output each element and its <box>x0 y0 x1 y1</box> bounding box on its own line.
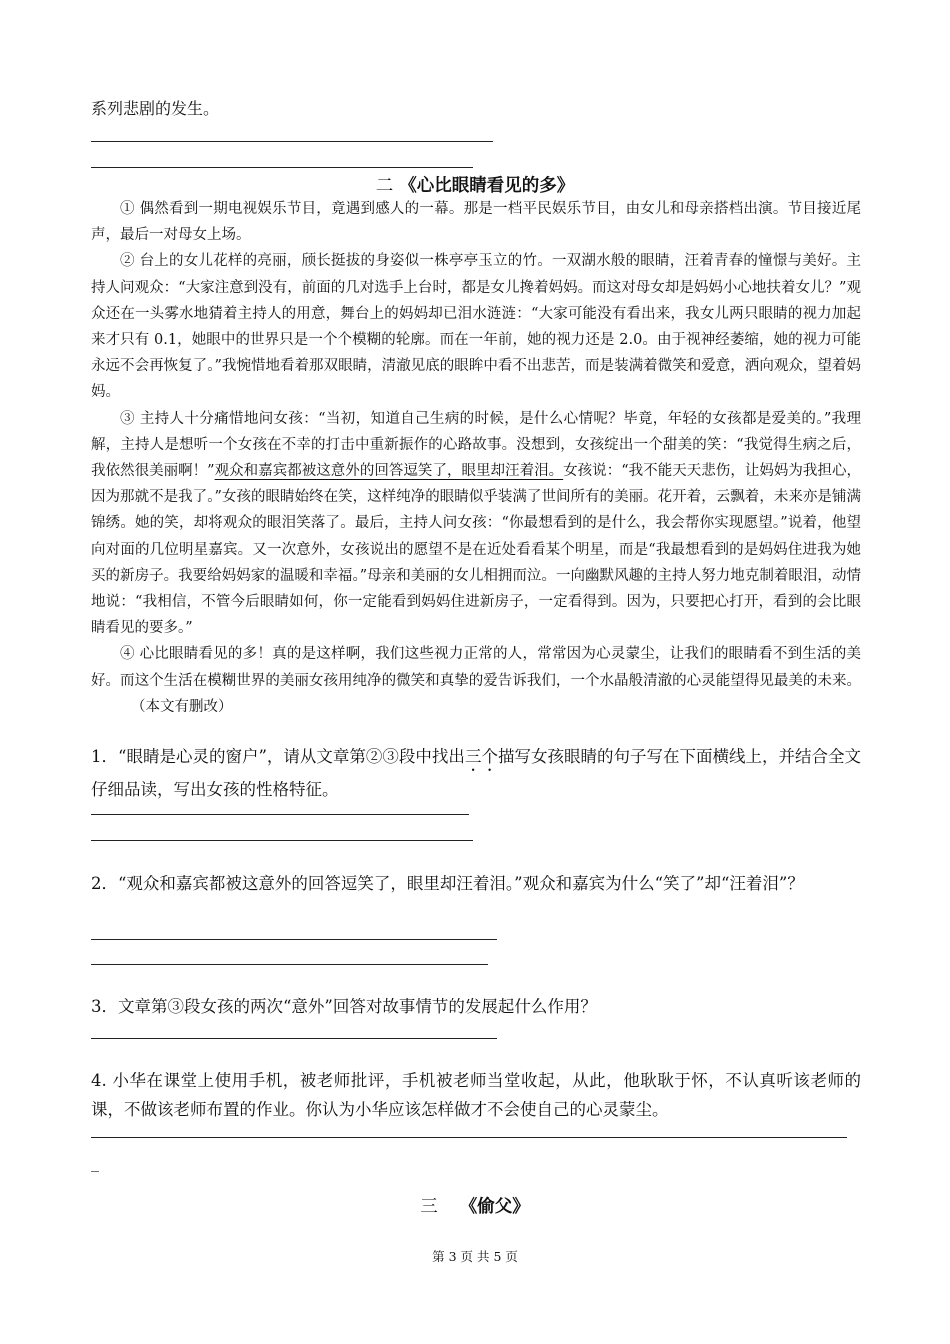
intro-tail-text: 系列悲剧的发生。 <box>91 99 220 118</box>
paragraph-3-part-a: ③ 主持人十分痛惜地问女孩：“当初，知道自己生病的时候，是什么心情呢？毕竟，年轻的女孩都是爱美的。”我理解，主持人是想听一个女孩在不幸的打击中重新振作的心路故事。没想到，女孩绽出一个甜美的笑：“我觉得生病之后，我依然很美丽啊！” <box>91 410 861 480</box>
answer-line <box>91 964 488 965</box>
section-3-heading <box>0 1193 950 1218</box>
question-1-part-b: 描写女孩眼睛的句子写在下面横线上，并结合全文仔细品读，写出女孩的性格特征。 <box>91 747 862 799</box>
reading-passage <box>91 196 861 720</box>
paragraph-3-part-b: 女孩说：“我不能天天悲伤，让妈妈为我担心，因为那就不是我了。”女孩的眼睛始终在笑，这样纯净的眼睛似乎装满了世间所有的美丽。花开着，云飘着，未来亦是铺满锦绣。她的笑，却将观众的眼泪笑落了。最后，主持人问女孩：“你最想看到的是什么，我会帮你实现愿望。”说着，他望向对面的几位明星嘉宾。又一次意外，女孩说出的愿望不是在近处看看某个明星，而是“我最想看到的是妈妈住进我为她买的新房子。我要给妈妈家的温暖和幸福。”母亲和美丽的女儿相拥而泣。一向幽默风趣的主持人努力地克制着眼泪，动情地说：“我相信，不管今后眼睛如何，你一定能看到妈妈住进新房子，一定看得到。因为，只要把心打开，看到的会比眼睛看见的要多。” <box>91 463 861 637</box>
section-2-heading <box>0 172 950 197</box>
question-2: 2．“观众和嘉宾都被这意外的回答逗笑了，眼里却汪着泪。”观众和嘉宾为什么“笑了”却“汪着泪”？ <box>91 874 804 893</box>
section-3-number: 三 <box>420 1197 438 1217</box>
underlined-sentence: 观众和嘉宾都被这意外的回答逗笑了，眼里却汪着泪。 <box>214 463 564 480</box>
question-4: 4. 小华在课堂上使用手机，被老师批评，手机被老师当堂收起，从此，他耿耿于怀，不认真听该老师的课，不做该老师布置的作业。你认为小华应该怎样做才不会使自己的心灵蒙尘。 <box>91 1071 861 1119</box>
paragraph-4-text: ④ 心比眼睛看见的多！真的是这样啊，我们这些视力正常的人，常常因为心灵蒙尘，让我们的眼睛看不到生活的美好。而这个生活在模糊世界的美丽女孩用纯净的微笑和真挚的爱告诉我们，一个水晶般清澈的心灵能望得见最美的未来。 <box>91 646 861 689</box>
answer-line <box>91 814 469 815</box>
paragraph-1: ① 偶然看到一期电视娱乐节目，竟遇到感人的一幕。那是一档平民娱乐节目，由女儿和母亲搭档出演。节目接近尾声，最后一对母女上场。 <box>91 201 861 244</box>
question-3: 3．文章第③段女孩的两次“意外”回答对故事情节的发展起什么作用？ <box>91 997 597 1016</box>
answer-line <box>91 1137 847 1138</box>
page-footer: 第 3 页 共 5 页 <box>432 1249 518 1264</box>
answer-line <box>91 939 497 940</box>
paragraph-4 <box>91 641 861 720</box>
section-2-number: 二 <box>375 176 394 196</box>
question-1-part-a: 1．“眼睛是心灵的窗户”，请从文章第②③段中找出 <box>91 747 465 766</box>
answer-line <box>91 840 473 841</box>
trailing-underscore: _ <box>91 1153 99 1172</box>
revision-note: （本文有删改） <box>131 698 233 715</box>
answer-line <box>91 1038 497 1039</box>
paragraph-2: ② 台上的女儿花样的亮丽，颀长挺拔的身姿似一株亭亭玉立的竹。一双湖水般的眼睛，汪着青春的憧憬与美好。主持人问观众：“大家注意到没有，前面的几对选手上台时，都是女儿搀着妈妈。而这对母女却是妈妈小心地扶着女儿？”观众还在一头雾水地猜着主持人的用意，舞台上的妈妈却已泪水涟涟：“大家可能没有看出来，我女儿两只眼睛的视力加起来才只有 0.1，她眼中的世界只是一个个模糊的轮廓。而在一年前，她的视力还是 2.0。由于视神经萎缩，她的视力可能永远不会再恢复了。”我惋惜地看着那双眼睛，清澈见底的眼眸中看不出悲苦，而是装满着微笑和爱意，洒向观众，望着妈妈。 <box>91 253 861 401</box>
emphasized-three: 三个 <box>464 747 498 766</box>
section-2-title: 《心比眼睛看见的多》 <box>399 176 575 196</box>
question-1 <box>91 742 861 804</box>
answer-line <box>91 167 473 168</box>
answer-line <box>91 141 493 142</box>
paragraph-3 <box>91 406 861 642</box>
section-3-title: 《偷父》 <box>459 1197 530 1217</box>
